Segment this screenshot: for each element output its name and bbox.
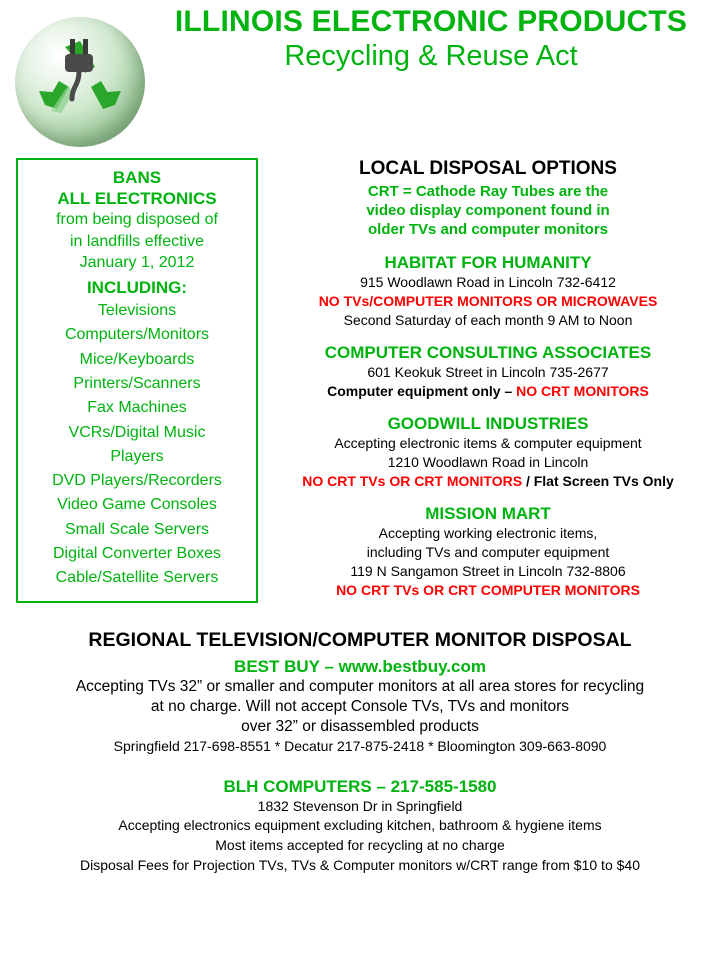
store-line-3: Most items accepted for recycling at no charge (215, 837, 505, 854)
org-note-red: NO CRT MONITORS (516, 382, 649, 399)
store-line-1: Accepting TVs 32” or smaller and computer monitors at all area stores for recycling (75, 677, 645, 695)
org-line-3: 119 N Sangamon Street in Lincoln 732-8806 (350, 563, 626, 580)
list-item: Mice/Keyboards (79, 350, 195, 368)
bans-sub-1: from being disposed of (56, 211, 218, 229)
org-note-black: / Flat Screen TVs Only (522, 472, 674, 489)
org-name: GOODWILL INDUSTRIES (387, 413, 589, 433)
crt-definition-note (266, 182, 710, 240)
title-line-2: Recycling & Reuse Act (284, 40, 578, 73)
org-habitat-for-humanity (266, 253, 710, 330)
list-item: Cable/Satellite Servers (55, 569, 219, 587)
bans-box (16, 158, 258, 603)
list-item: Digital Converter Boxes (52, 545, 222, 563)
org-name: MISSION MART (425, 503, 551, 523)
org-line-2: 1210 Woodlawn Road in Lincoln (387, 454, 589, 471)
org-name: HABITAT FOR HUMANITY (384, 252, 592, 272)
org-hours: Second Saturday of each month 9 AM to Noon (343, 311, 633, 328)
org-note-red: NO CRT TVs OR CRT COMPUTER MONITORS (336, 581, 640, 598)
bans-including-label: INCLUDING: (86, 277, 188, 297)
list-item: DVD Players/Recorders (52, 472, 222, 490)
local-disposal-title: LOCAL DISPOSAL OPTIONS (359, 158, 617, 179)
recycling-globe-icon (15, 17, 145, 147)
store-line-1: 1832 Stevenson Dr in Springfield (257, 797, 463, 814)
banned-items-list (24, 299, 250, 591)
org-mission-mart (266, 504, 710, 600)
store-blh-computers (0, 776, 720, 876)
org-name: COMPUTER CONSULTING ASSOCIATES (324, 342, 652, 362)
bans-heading-2: ALL ELECTRONICS (57, 188, 217, 208)
logo-container (0, 6, 160, 152)
org-note (266, 472, 710, 491)
list-item: Computers/Monitors (64, 326, 210, 344)
header (0, 0, 720, 152)
bans-sub-3: January 1, 2012 (79, 254, 195, 272)
org-line-1: Accepting working electronic items, (378, 525, 598, 542)
regional-disposal-section (0, 629, 720, 875)
crt-note-line-2: video display component found in (366, 202, 610, 220)
org-line-1: Accepting electronic items & computer equipment (334, 435, 642, 452)
org-address: 915 Woodlawn Road in Lincoln 732-6412 (360, 273, 616, 290)
title-line-1: ILLINOIS ELECTRONIC PRODUCTS (174, 5, 688, 38)
store-phone-list: Springfield 217-698-8551 * Decatur 217-875-2418 * Bloomington 309-663-8090 (113, 738, 607, 755)
org-note-red: NO CRT TVs OR CRT MONITORS (302, 472, 523, 489)
page-title (160, 6, 720, 74)
regional-title: REGIONAL TELEVISION/COMPUTER MONITOR DISPOSAL (88, 628, 632, 651)
store-line-2: Accepting electronics equipment excluding kitchen, bathroom & hygiene items (118, 817, 602, 834)
right-column (260, 158, 720, 600)
store-line-2: at no charge. Will not accept Console TVs, TVs and monitors (150, 698, 570, 716)
crt-note-line-3: older TVs and computer monitors (367, 221, 609, 239)
list-item: Video Game Consoles (57, 496, 217, 514)
left-column (0, 158, 260, 603)
store-name: BLH COMPUTERS – 217-585-1580 (223, 776, 497, 796)
store-line-4: Disposal Fees for Projection TVs, TVs & Computer monitors w/CRT range from $10 to $40 (80, 856, 640, 873)
store-line-3: over 32” or disassembled products (241, 718, 479, 736)
body-columns (0, 158, 720, 603)
bans-sub-2: in landfills effective (70, 232, 204, 250)
list-item: VCRs/Digital Music (68, 423, 206, 441)
store-name: BEST BUY – www.bestbuy.com (234, 656, 486, 676)
list-item: Small Scale Servers (64, 520, 210, 538)
store-best-buy (0, 656, 720, 756)
list-item: Printers/Scanners (73, 374, 201, 392)
power-plug-icon (62, 39, 96, 103)
list-item: Fax Machines (87, 399, 187, 417)
list-item: Players (110, 447, 164, 465)
org-restriction: NO TVs/COMPUTER MONITORS OR MICROWAVES (318, 292, 658, 309)
org-address: 601 Keokuk Street in Lincoln 735-2677 (367, 364, 609, 381)
org-computer-consulting-associates (266, 343, 710, 401)
list-item: Televisions (97, 301, 177, 319)
org-note (266, 382, 710, 401)
crt-note-line-1: CRT = Cathode Ray Tubes are the (367, 183, 609, 200)
bans-heading-1: BANS (112, 168, 162, 187)
org-note-black: Computer equipment only – (327, 382, 517, 399)
org-line-2: including TVs and computer equipment (366, 544, 610, 561)
org-goodwill-industries (266, 414, 710, 491)
